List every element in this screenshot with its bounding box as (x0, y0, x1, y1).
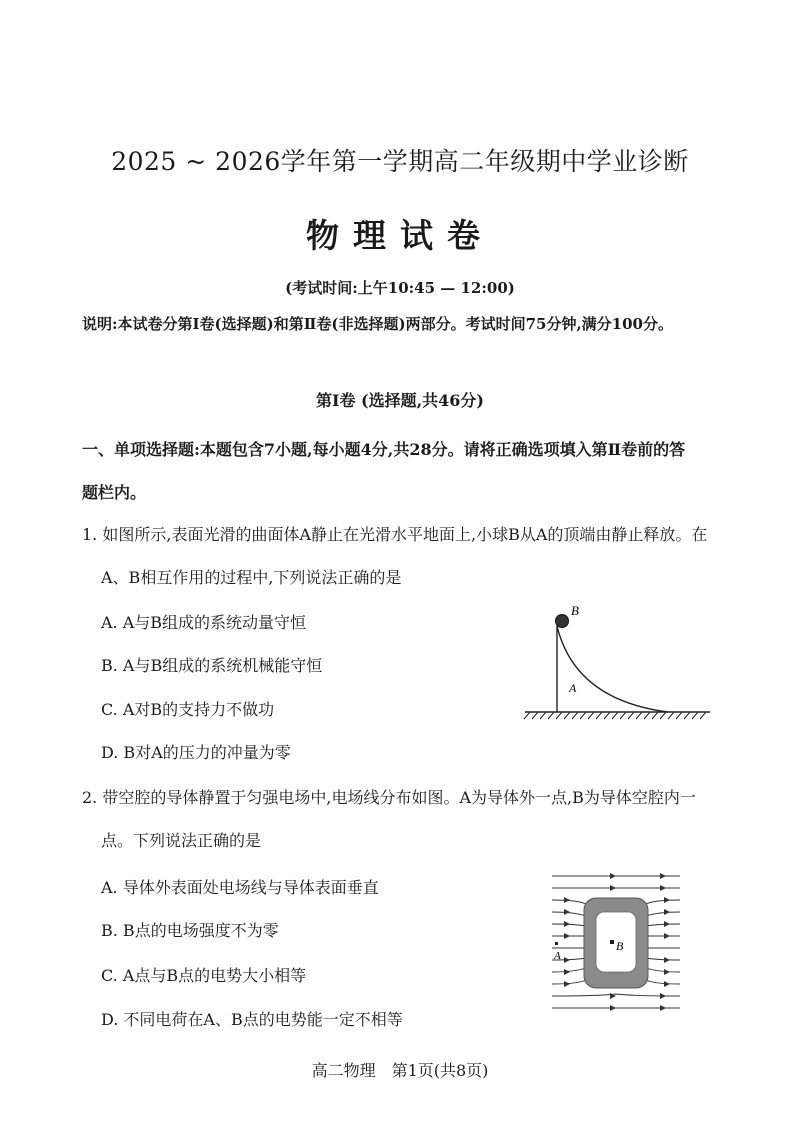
q1-stem-line1: 1. 如图所示,表面光滑的曲面体A静止在光滑水平地面上,小球B从A的顶端由静止释放。在 (82, 525, 708, 544)
ground-line (524, 712, 710, 719)
section-title: 第Ⅰ卷 (选择题,共46分) (315, 391, 485, 410)
part-heading-line1: 一、单项选择题:本题包含7小题,每小题4分,共28分。请将正确选项填入第Ⅱ卷前的答 (82, 440, 686, 459)
ball-label: B (571, 603, 579, 618)
q2-figure (548, 868, 684, 1018)
exam-title: 2025 ~ 2026学年第一学期高二年级期中学业诊断 (111, 147, 689, 176)
ball-b (556, 615, 569, 628)
point-a-label: A (554, 950, 561, 962)
q1-option-a: A. A与B组成的系统动量守恒 (101, 613, 307, 632)
body-label: A (569, 681, 577, 695)
exam-time: (考试时间:上午10:45 — 12:00) (285, 279, 515, 297)
page-footer: 高二物理 第1页(共8页) (311, 1061, 489, 1080)
q2-stem-line1: 2. 带空腔的导体静置于匀强电场中,电场线分布如图。A为导体外一点,B为导体空腔内一 (82, 788, 696, 807)
subject-title: 物理试卷 (306, 216, 494, 255)
q1-stem-line2: A、B相互作用的过程中,下列说法正确的是 (101, 568, 402, 587)
curved-body-a (557, 626, 668, 712)
part-heading-line2: 题栏内。 (82, 483, 147, 502)
q2-option-a: A. 导体外表面处电场线与导体表面垂直 (101, 878, 379, 897)
q2-stem-line2: 点。下列说法正确的是 (101, 831, 262, 850)
q2-option-c: C. A点与B点的电势大小相等 (101, 966, 307, 985)
q1-option-c: C. A对B的支持力不做功 (101, 700, 275, 719)
point-b (610, 940, 614, 944)
q1-option-d: D. B对A的压力的冲量为零 (101, 743, 291, 762)
q1-option-b: B. A与B组成的系统机械能守恒 (101, 656, 323, 675)
point-a (555, 942, 558, 945)
instructions: 说明:本试卷分第Ⅰ卷(选择题)和第Ⅱ卷(非选择题)两部分。考试时间75分钟,满分100分。 (82, 315, 673, 333)
point-b-label: B (616, 939, 624, 953)
q1-figure (520, 600, 720, 730)
q2-option-b: B. B点的电场强度不为零 (101, 921, 279, 940)
q2-option-d: D. 不同电荷在A、B点的电势能一定不相等 (101, 1010, 403, 1029)
